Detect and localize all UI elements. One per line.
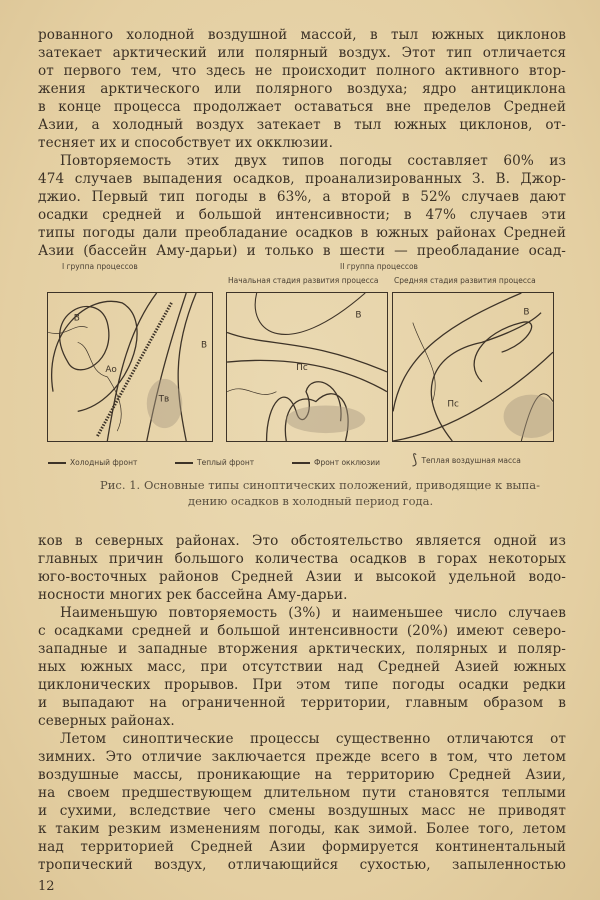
legend-label: Теплый фронт [197,458,255,467]
synoptic-map-panel-1 [47,292,213,442]
text-line: Повторяемость этих двух типов погоды составляет 60% из [60,153,566,169]
text-line: тропический воздух, отличающийся сухостью, запыленностью [38,857,566,873]
text-line: носности многих рек бассейна Аму-дарьи. [38,587,348,603]
legend-occlusion-front [292,458,380,467]
text-line: ков в северных районах. Это обстоятельство является одной из [38,533,566,549]
legend-label: Фронт окклюзии [314,458,380,467]
text-line: осадки средней и большой интенсивности; в 47% случаев эти [38,207,566,223]
text-line: западные и западные вторжения арктических, полярных и поляр- [38,641,566,657]
text-line: зимних. Это отличие заключается прежде всего в том, что летом [38,749,566,765]
text-line: в конце процесса продолжает оставаться вне пределов Средней [38,99,566,115]
text-line: северных районах. [38,713,175,729]
map-label: В [355,310,362,321]
figure-stage-middle: Средняя стадия развития процесса [394,276,536,285]
map-label: Ао [105,364,117,375]
figure-group2-heading: II группа процессов [340,262,418,271]
figure-group1-heading: I группа процессов [62,262,138,271]
text-block-top [38,26,566,260]
page-number: 12 [38,879,55,894]
text-line: Наименьшую повторяемость (3%) и наименьшее число случаев [60,605,566,621]
legend-warm-air-mass [412,452,521,468]
text-line: и выпадают на ограниченной территории, главным образом в [38,695,566,711]
text-line: к таким резким изменениям погоды, как зимой. Более того, летом [38,821,566,837]
text-line: от первого тем, что здесь не происходит полного активного втор- [38,63,566,79]
text-line: над территорией Средней Азии формируется континентальный [38,839,566,855]
cold-front-line-icon [48,462,66,464]
caption-line: дению осадков в холодный период года. [188,494,434,508]
map-label: В [523,307,530,318]
text-line: ных южных масс, при отсутствии над Средней Азией южных [38,659,566,675]
text-line: главных причин большого количества осадков в горах некоторых [38,551,566,567]
map-label: В [201,340,208,351]
text-line: воздушные массы, проникающие на территорию Средней Азии, [38,767,566,783]
text-line: с осадками средней и большой интенсивности (20%) имеют северо- [38,623,566,639]
warm-front-line-icon [175,462,193,464]
text-line: на своем предшествующем длительном пути становятся теплыми [38,785,566,801]
text-block-bottom [38,532,566,874]
synoptic-map-panel-3 [392,292,554,442]
text-line: и сухими, вследствие чего смены воздушных масс не приводят [38,803,566,819]
text-line: типы погоды дали преобладание осадков в южных районах Средней [38,225,566,241]
figure-stage-initial: Начальная стадия развития процесса [228,276,379,285]
caption-line: Рис. 1. Основные типы синоптических положений, приводящие к выпа- [100,478,540,492]
text-line: джио. Первый тип погоды в 63%, а второй в 52% случаев дают [38,189,566,205]
map-label: Пс [296,362,308,373]
occlusion-front-line-icon [292,462,310,464]
text-line: юго-восточных районов Средней Азии и высокой удельной водо- [38,569,566,585]
synoptic-map-panel-2 [226,292,388,442]
text-line: Летом синоптические процессы существенно отличаются от [60,731,566,747]
text-line: рованного холодной воздушной массой, в тыл южных циклонов [38,27,566,43]
text-line: затекает арктический или полярный воздух. Этот тип отличается [38,45,566,61]
text-line: жения арктического или полярного воздуха; ядро антициклона [38,81,566,97]
map-label: В [73,313,80,324]
figure-caption [100,477,540,509]
text-line: 474 случаев выпадения осадков, проанализированных З. В. Джор- [38,171,566,187]
text-line: тесняет их и способствует их окклюзии. [38,135,333,151]
warm-air-mass-icon: ⟆ [412,452,418,468]
legend-label: Холодный фронт [70,458,138,467]
legend-cold-front [48,458,137,467]
map-label: Пс [447,399,459,410]
map-label: Тв [158,394,170,405]
text-line: циклонических прорывов. При этом типе погоды осадки редки [38,677,566,693]
legend-warm-front [175,458,254,467]
legend-label: Теплая воздушная масса [421,455,521,465]
text-line: Азии, а холодный воздух затекает в тыл южных циклонов, от- [38,117,566,133]
text-line: Азии (бассейн Аму-дарьи) и только в шести — преобладание осад- [38,243,566,259]
